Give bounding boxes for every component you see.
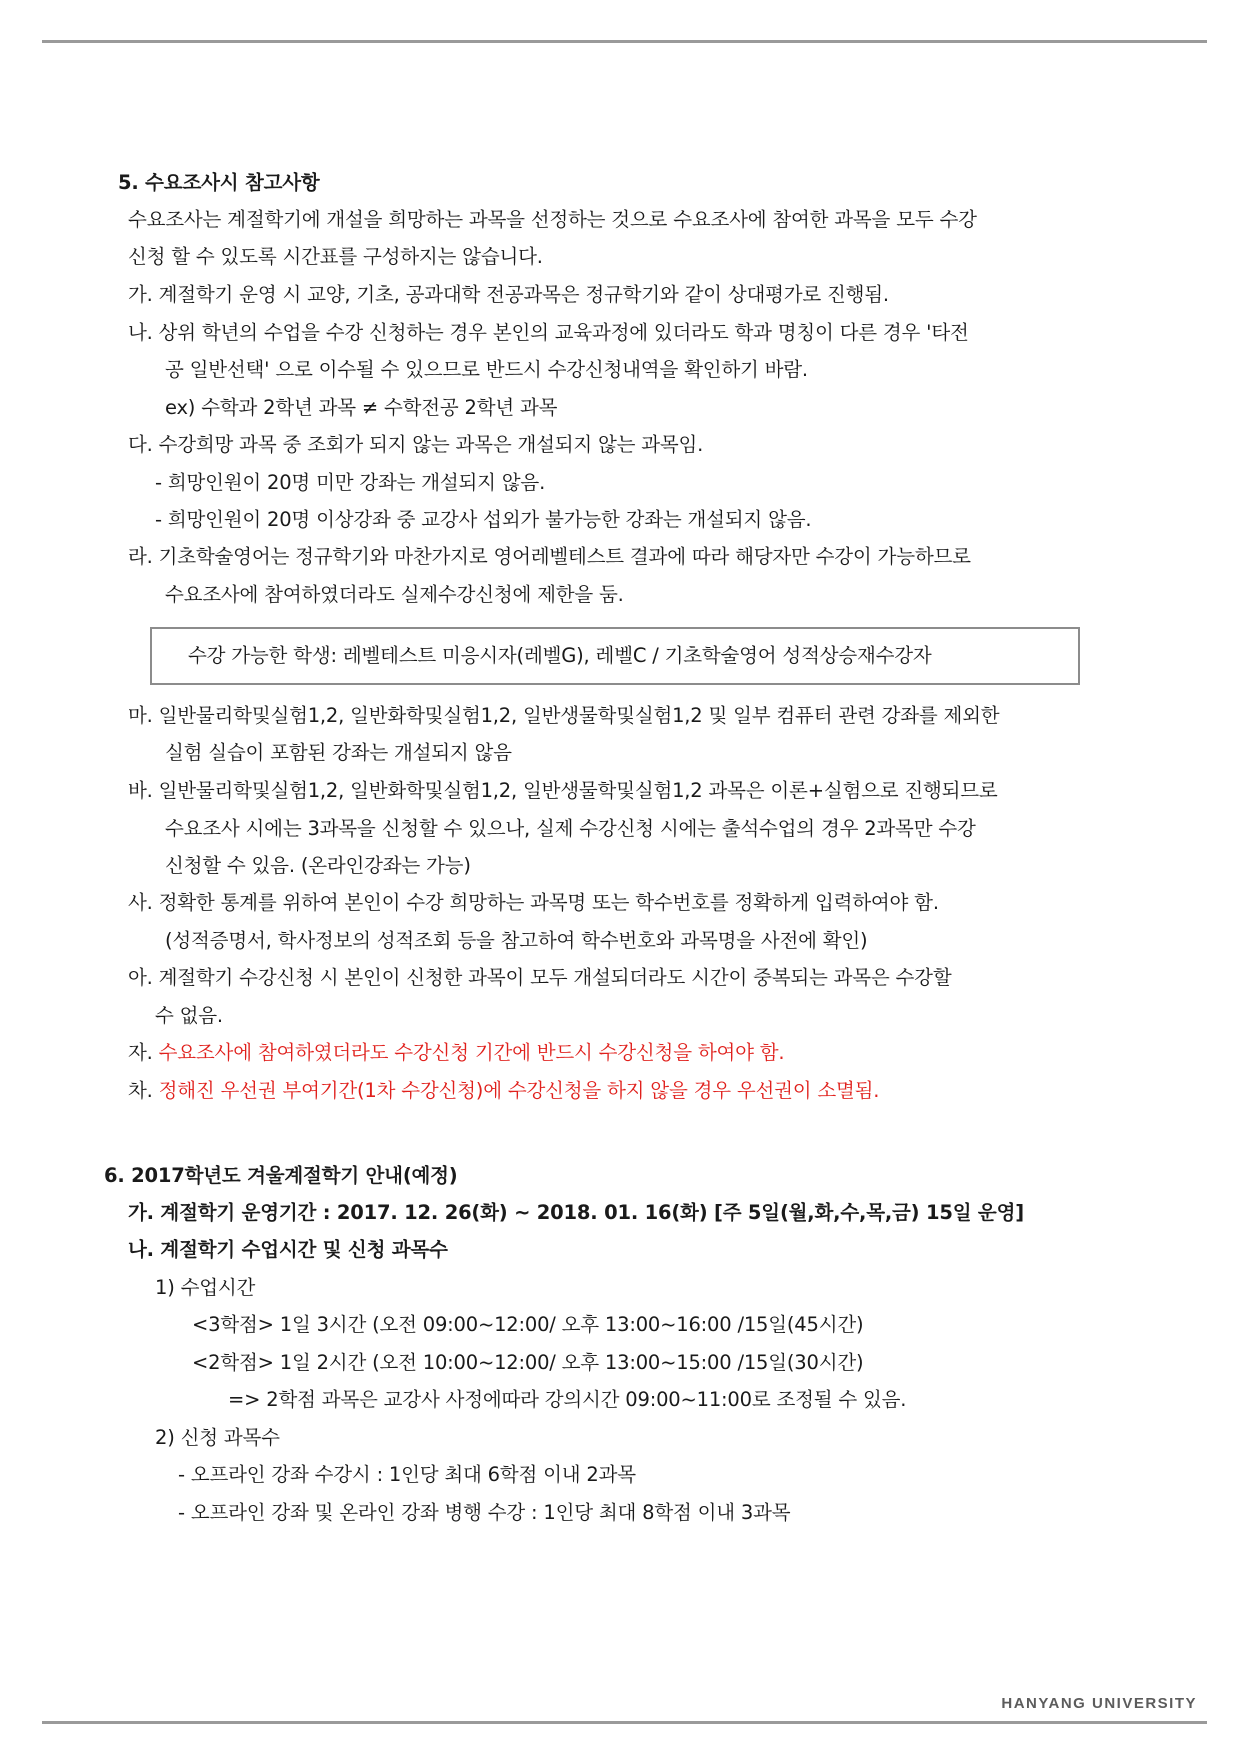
item-sa-line1: 사. 정확한 통계를 위하여 본인이 수강 희망하는 과목명 또는 학수번호를 정확하게 입력하여야 함. <box>128 891 939 914</box>
item-ba-line1: 바. 일반물리학및실험1,2, 일반화학및실험1,2, 일반생물학및실험1,2 과목은 이론+실험으로 진행되므로 <box>128 779 998 802</box>
item-da-sub1: - 희망인원이 20명 미만 강좌는 개설되지 않음. <box>155 471 546 494</box>
bottom-rule <box>42 1721 1207 1724</box>
section6-heading: 6. 2017학년도 겨울계절학기 안내(예정) <box>104 1164 458 1187</box>
course-count-offline: - 오프라인 강좌 수강시 : 1인당 최대 6학점 이내 2과목 <box>178 1463 636 1486</box>
item-da-sub2: - 희망인원이 20명 이상강좌 중 교강사 섭외가 불가능한 강좌는 개설되지 않음. <box>155 508 812 531</box>
eligible-students-text: 수강 가능한 학생: 레벨테스트 미응시자(레벨G), 레벨C / 기초학술영어 성적상승재수강자 <box>188 644 932 667</box>
item-ra-line2: 수요조사에 참여하였더라도 실제수강신청에 제한을 둠. <box>165 583 624 606</box>
class-hours-3credit: <3학점> 1일 3시간 (오전 09:00~12:00/ 오후 13:00~16:00 /15일(45시간) <box>192 1313 864 1336</box>
item-ma-line1: 마. 일반물리학및실험1,2, 일반화학및실험1,2, 일반생물학및실험1,2 및 일부 컴퓨터 관련 강좌를 제외한 <box>128 704 1000 727</box>
item-sa-line2: (성적증명서, 학사정보의 성적조회 등을 참고하여 학수번호와 과목명을 사전에 확인) <box>165 929 868 952</box>
class-hours-title: 1) 수업시간 <box>155 1276 256 1299</box>
course-count-combined: - 오프라인 강좌 및 온라인 강좌 병행 수강 : 1인당 최대 8학점 이내 3과목 <box>178 1501 791 1524</box>
section5-heading: 5. 수요조사시 참고사항 <box>118 171 320 194</box>
top-rule <box>42 40 1207 43</box>
item-ga: 가. 계절학기 운영 시 교양, 기초, 공과대학 전공과목은 정규학기와 같이 상대평가로 진행됨. <box>128 283 889 306</box>
class-hours-2credit: <2학점> 1일 2시간 (오전 10:00~12:00/ 오후 13:00~15:00 /15일(30시간) <box>192 1351 864 1374</box>
class-hours-note: => 2학점 과목은 교강사 사정에따라 강의시간 09:00~11:00로 조정될 수 있음. <box>228 1388 907 1411</box>
item-cha-warning: 정해진 우선권 부여기간(1차 수강신청)에 수강신청을 하지 않을 경우 우선권이 소멸됨. <box>158 1079 880 1102</box>
item-ja-warning: 수요조사에 참여하였더라도 수강신청 기간에 반드시 수강신청을 하여야 함. <box>158 1041 785 1064</box>
section5-intro-line2: 신청 할 수 있도록 시간표를 구성하지는 않습니다. <box>128 245 543 268</box>
item-cha <box>128 1078 879 1104</box>
university-logo-text: HANYANG UNIVERSITY <box>1001 1695 1197 1712</box>
item-ja <box>128 1040 784 1066</box>
course-count-title: 2) 신청 과목수 <box>155 1426 280 1449</box>
item-ja-prefix: 자. <box>128 1041 159 1064</box>
item-ra-line1: 라. 기초학술영어는 정규학기와 마찬가지로 영어레벨테스트 결과에 따라 해당자만 수강이 가능하므로 <box>128 545 971 568</box>
item-da: 다. 수강희망 과목 중 조회가 되지 않는 과목은 개설되지 않는 과목임. <box>128 433 704 456</box>
item-a-line1: 아. 계절학기 수강신청 시 본인이 신청한 과목이 모두 개설되더라도 시간이 중복되는 과목은 수강할 <box>128 966 952 989</box>
item-na-line1: 나. 상위 학년의 수업을 수강 신청하는 경우 본인의 교육과정에 있더라도 학과 명칭이 다른 경우 '타전 <box>128 321 969 344</box>
section6-item-ga: 가. 계절학기 운영기간 : 2017. 12. 26(화) ~ 2018. 01. 16(화) [주 5일(월,화,수,목,금) 15일 운영] <box>128 1201 1024 1224</box>
section6-item-na: 나. 계절학기 수업시간 및 신청 과목수 <box>128 1238 448 1261</box>
item-ma-line2: 실험 실습이 포함된 강좌는 개설되지 않음 <box>165 741 512 764</box>
item-a-line2: 수 없음. <box>155 1004 223 1027</box>
item-ba-line2: 수요조사 시에는 3과목을 신청할 수 있으나, 실제 수강신청 시에는 출석수업의 경우 2과목만 수강 <box>165 817 976 840</box>
item-na-example: ex) 수학과 2학년 과목 ≠ 수학전공 2학년 과목 <box>165 396 558 419</box>
item-cha-prefix: 차. <box>128 1079 159 1102</box>
item-ba-line3: 신청할 수 있음. (온라인강좌는 가능) <box>165 854 471 877</box>
item-na-line2: 공 일반선택' 으로 이수될 수 있으므로 반드시 수강신청내역을 확인하기 바람. <box>165 358 808 381</box>
section5-intro-line1: 수요조사는 계절학기에 개설을 희망하는 과목을 선정하는 것으로 수요조사에 참여한 과목을 모두 수강 <box>128 208 977 231</box>
